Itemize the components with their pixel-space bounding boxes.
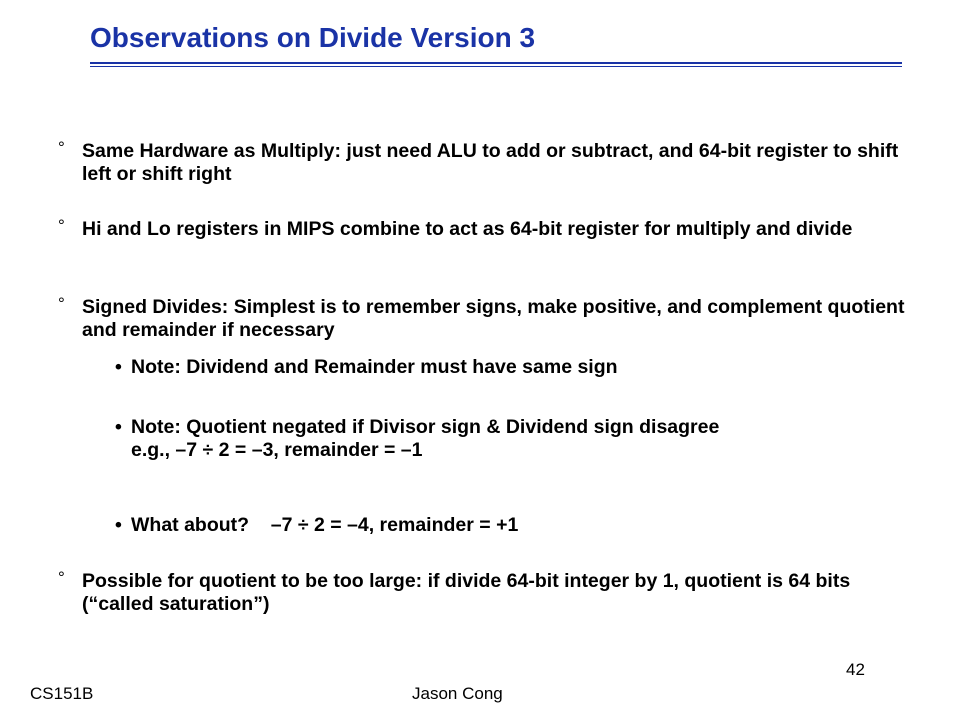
- bullet-text: Hi and Lo registers in MIPS combine to act as 64-bit register for multiply and divide: [82, 218, 853, 240]
- title-underline: [90, 62, 902, 64]
- bullet-item: [58, 140, 918, 186]
- degree-bullet-icon: °: [58, 216, 65, 235]
- dot-bullet-icon: •: [115, 356, 122, 378]
- sub-bullet-item: [115, 356, 915, 379]
- dot-bullet-icon: •: [115, 514, 122, 536]
- title-underline-thin: [90, 66, 902, 67]
- page-number: 42: [846, 660, 865, 679]
- degree-bullet-icon: °: [58, 568, 65, 587]
- sub-bullet-item: [115, 514, 915, 537]
- bullet-item: [58, 218, 918, 241]
- bullet-item: [58, 296, 918, 342]
- sub-bullet-item: [115, 416, 915, 462]
- degree-bullet-icon: °: [58, 138, 65, 157]
- bullet-text: Possible for quotient to be too large: if divide 64-bit integer by 1, quotient is 64 bits (“called saturation”): [82, 570, 851, 615]
- degree-bullet-icon: °: [58, 294, 65, 313]
- sub-bullet-text: Note: Dividend and Remainder must have same sign: [131, 356, 618, 378]
- footer-course: CS151B: [30, 684, 94, 703]
- bullet-item: [58, 570, 918, 616]
- sub-bullet-text: What about? –7 ÷ 2 = –4, remainder = +1: [131, 514, 519, 536]
- sub-bullet-text: Note: Quotient negated if Divisor sign & Dividend sign disagree: [131, 416, 720, 438]
- sub-bullet-example: e.g., –7 ÷ 2 = –3, remainder = –1: [131, 439, 423, 461]
- slide-title: Observations on Divide Version 3: [90, 22, 536, 53]
- bullet-text: Same Hardware as Multiply: just need ALU to add or subtract, and 64-bit register to shift left or shift right: [82, 140, 899, 185]
- dot-bullet-icon: •: [115, 416, 122, 438]
- bullet-text: Signed Divides: Simplest is to remember signs, make positive, and complement quotient and remainder if necessary: [82, 296, 905, 341]
- footer-author: Jason Cong: [412, 684, 503, 703]
